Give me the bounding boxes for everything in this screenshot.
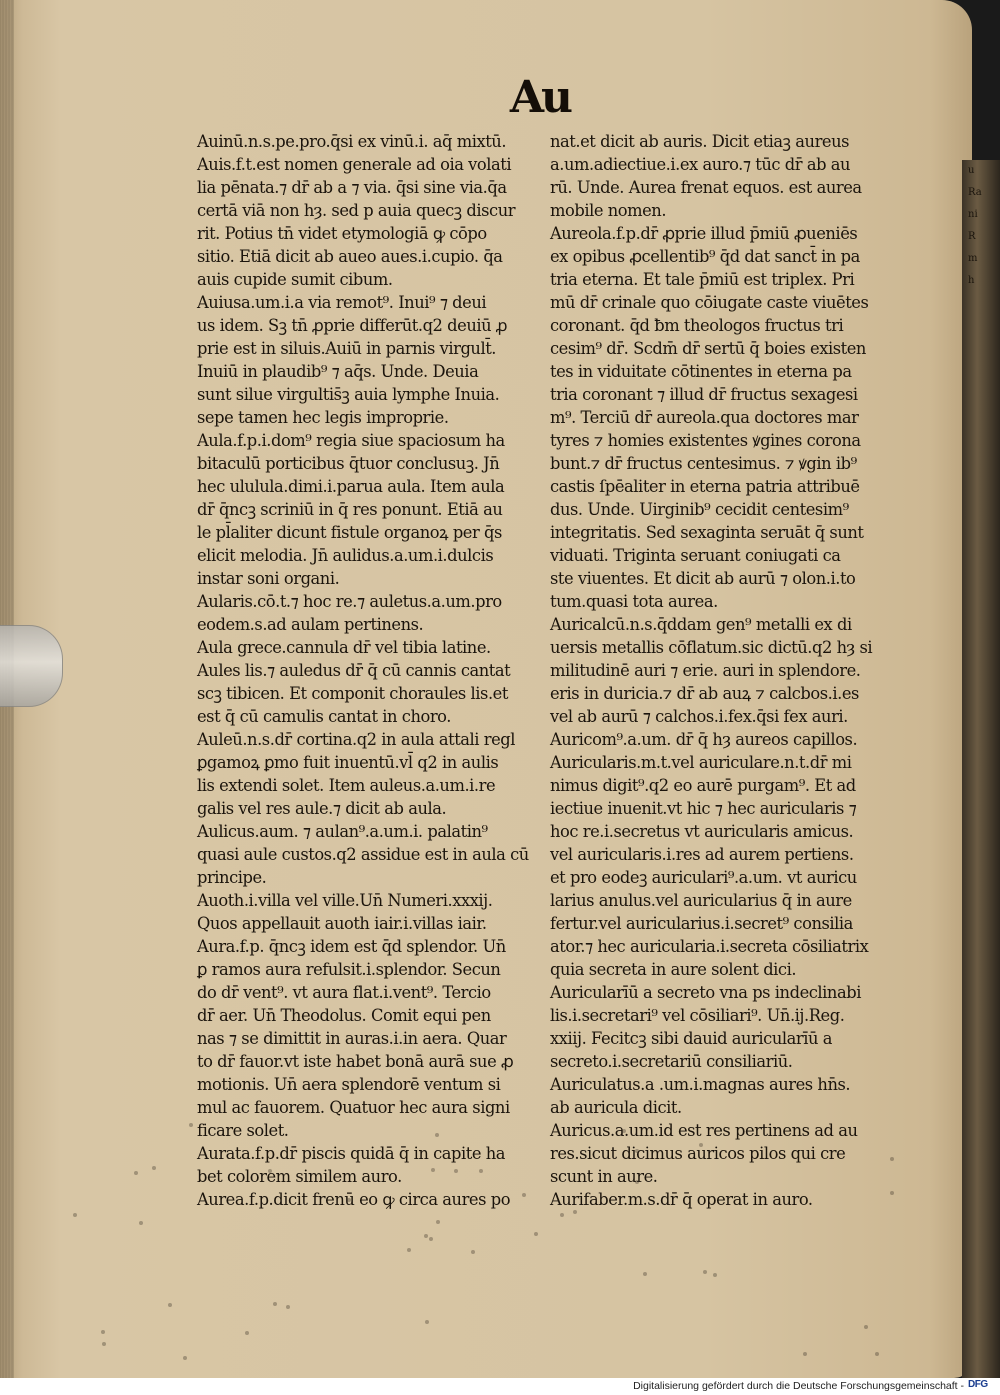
text-line: sitio. Etiā dicit ab aueo aues.i.cupio. q̄a [197,247,503,266]
text-column-left [197,130,542,1211]
paper-speckle [168,1303,172,1307]
paper-speckle [429,1237,433,1241]
text-line: do dr̄ vent⁹. vt aura flat.i.vent⁹. Tercio [197,983,491,1002]
paper-speckle [245,1331,249,1335]
text-line: eris in duricia.⁊ dr̄ ab auꝝ ⁊ calcbos.i.es [550,684,859,703]
text-line: le pl̄aliter dicunt fistule organoꝝ per q̄s [197,523,502,542]
paper-speckle [890,1191,894,1195]
text-line: Aurifaber.m.s.dr̄ q̄ operat in auro. [550,1190,813,1209]
paper-speckle [471,1250,475,1254]
text-line: Auricus.a.um.id est res pertinens ad au [550,1121,858,1140]
text-line: Auricalcū.n.s.q̄ddam gen⁹ metalli ex di [550,615,852,634]
text-line: Aularis.cō.t.⁊ hoc re.⁊ auletus.a.um.pro [197,592,502,611]
text-line: Auleū.n.s.dr̄ cortina.q2 in aula attali regl [197,730,516,749]
paper-speckle [622,1129,626,1133]
paper-speckle [573,1210,577,1214]
facing-page-text [968,160,998,360]
dfg-logo: DFG [968,1379,988,1390]
text-line: Auoth.i.villa vel ville.Un̄ Numeri.xxxij. [197,891,493,910]
text-line: ꝑgamoꝝ ꝑmo fuit inuentū.vl̄ q2 in aulis [197,753,499,772]
paper-speckle [435,1133,439,1137]
text-line: motionis. Un̄ aera splendorē ventum si [197,1075,501,1094]
facing-page-fragment: Ra [968,187,982,198]
paper-speckle [534,1232,538,1236]
text-line: nimus digit⁹.q2 eo aurē purgam⁹. Et ad [550,776,856,795]
text-line: est q̄ cū camulis cantat in choro. [197,707,451,726]
text-line: mū dr̄ crinale quo cōiugate caste viuētes [550,293,869,312]
paper-speckle [101,1330,105,1334]
paper-speckle [273,1302,277,1306]
text-line: bet colorem similem auro. [197,1167,402,1186]
text-line: lia pēnata.⁊ dr̄ ab a ⁊ via. q̄si sine via.q̄a [197,178,507,197]
text-line: rit. Potius tn̄ videt etymologiā ꝙ cōpo [197,224,487,243]
text-line: principe. [197,868,267,887]
text-line: Auriculatus.a .um.i.magnas aures hn̄s. [550,1075,851,1094]
paper-speckle [286,1305,290,1309]
text-line: sepe tamen hec legis improprie. [197,408,449,427]
facing-page-fragment: u [968,165,975,176]
text-line: et pro eodeꝫ auriculari⁹.a.um. vt auricu [550,868,857,887]
facing-page-fragment: m [968,253,978,264]
text-line: scunt in aure. [550,1167,658,1186]
text-line: res.sicut dicimus auricos pilos qui cre [550,1144,846,1163]
text-line: lis extendi solet. Item auleus.a.um.i.re [197,776,496,795]
paper-speckle [890,1157,894,1161]
text-line: nat.et dicit ab auris. Dicit etiaꝫ aureus [550,132,850,151]
paper-speckle [139,1221,143,1225]
paper-speckle [864,1325,868,1329]
text-line: ficare solet. [197,1121,289,1140]
paper-speckle [436,1220,440,1224]
paper-speckle [189,1123,193,1127]
text-line: rū. Unde. Aurea frenat equos. est aurea [550,178,862,197]
text-line: Auiusa.um.i.a via remot⁹. Inui⁹ ⁊ deui [197,293,487,312]
paper-speckle [479,1169,483,1173]
text-line: elicit melodia. Jn̄ aulidus.a.um.i.dulcis [197,546,494,565]
paper-speckle [183,1356,187,1360]
text-line: coronant. q̄d ƀm theologos fructus tri [550,316,844,335]
paper-speckle [73,1213,77,1217]
text-line: nas ⁊ se dimittit in auras.i.in aera. Quar [197,1029,507,1048]
text-line: Auricularis.m.t.vel auriculare.n.t.dr̄ mi [550,753,852,772]
paper-speckle [635,1180,639,1184]
paper-speckle [703,1270,707,1274]
text-line: bunt.⁊ dr̄ fructus centesimus. ⁊ ꝟgin ib⁹ [550,454,857,473]
text-line: hoc re.i.secretus vt auricularis amicus. [550,822,854,841]
text-line: us idem. Sꝫ tn̄ ꝓprie differūt.q2 deuiū ꝓ [197,316,508,335]
text-line: sunt silue virgultis̄ꝫ auia lymphe Inuia. [197,385,500,404]
text-line: galis vel res aule.⁊ dicit ab aula. [197,799,447,818]
text-line: mul ac fauorem. Quatuor hec aura signi [197,1098,510,1117]
text-line: ab auricula dicit. [550,1098,682,1117]
text-line: ator.⁊ hec auricularia.i.secreta cōsiliatrix [550,937,869,956]
text-line: secreto.i.secretariū consiliariū. [550,1052,793,1071]
text-line: prie est in siluis.Auiū in parnis virgult̄. [197,339,497,358]
text-line: auis cupide sumit cibum. [197,270,393,289]
facing-page-fragment: h [968,275,975,286]
paper-speckle [424,1234,428,1238]
paper-speckle [425,1320,429,1324]
text-line: Aula.f.p.i.dom⁹ regia siue spaciosum ha [197,431,505,450]
paper-speckle [102,1342,106,1346]
text-line: uersis metallis cōflatum.sic dictū.q2 hȝ si [550,638,873,657]
text-column-right [550,130,905,1211]
text-line: certā viā non hȝ. sed p auia quecꝫ discur [197,201,516,220]
paper-speckle [152,1166,156,1170]
text-line: tes in viduitate cōtinentes in eterna pa [550,362,852,381]
text-line: tum.quasi tota aurea. [550,592,718,611]
paper-speckle [407,1248,411,1252]
text-line: mobile nomen. [550,201,667,220]
text-line: vel auricularis.i.res ad aurem pertiens. [550,845,854,864]
text-line: Auinū.n.s.pe.pro.q̄si ex vinū.i. aq̄ mixtū. [197,132,507,151]
text-line: Auis.f.t.est nomen generale ad oia volati [197,155,512,174]
text-line: a.um.adiectiue.i.ex auro.⁊ tūc dr̄ ab au [550,155,851,174]
text-line: quasi aule custos.q2 assidue est in aula cū [197,845,529,864]
text-line: tria eterna. Et tale p̄miū est triplex. Pri [550,270,855,289]
text-line: iectiue inuenit.vt hic ⁊ hec auricularis ⁊ [550,799,857,818]
paper-speckle [522,1193,526,1197]
text-line: Aurea.f.p.dicit frenū eo ꝙ circa aures po [197,1190,511,1209]
text-line: castis ſpēaliter in eterna patria attribuē [550,477,860,496]
running-head: Au [509,72,571,123]
text-line: Quos appellauit auoth iair.i.villas iair. [197,914,487,933]
paper-speckle [454,1169,458,1173]
text-line: Auricularīū a secreto vna ps indeclinabi [550,983,861,1002]
text-line: viduati. Triginta seruant coniugati ca [550,546,841,565]
paper-speckle [713,1273,717,1277]
text-line: Aurata.f.p.dr̄ piscis quidā q̄ in capite ha [197,1144,506,1163]
text-line: dus. Unde. Uirginib⁹ cecidit centesim⁹ [550,500,849,519]
text-line: Aureola.f.p.dr̄ ꝓprie illud p̄miū ꝓueniēs [550,224,858,243]
text-line: tria coronant ⁊ illud dr̄ fructus sexagesi [550,385,858,404]
text-line: Aura.f.p. q̄ncꝫ idem est q̄d splendor. Un̄ [197,937,506,956]
paper-speckle [643,1272,647,1276]
digitization-credit: Digitalisierung gefördert durch die Deutsche Forschungsgemeinschaft - [633,1380,964,1392]
text-line: ste viuentes. Et dicit ab aurū ⁊ olon.i.to [550,569,856,588]
text-line: bitaculū porticibus q̄tuor conclusuꝫ. Jn̄ [197,454,500,473]
text-line: tyres ⁊ homies existentes ꝟgines corona [550,431,861,450]
text-line: integritatis. Sed sexaginta seruāt q̄ sunt [550,523,864,542]
text-line: militudinē auri ⁊ erie. auri in splendore. [550,661,861,680]
text-line: Aula grece.cannula dr̄ vel tibia latine. [197,638,491,657]
text-line: Auricom⁹.a.um. dr̄ q̄ hȝ aureos capillos. [550,730,858,749]
paper-speckle [268,1169,272,1173]
text-line: scꝫ tibicen. Et componit choraules lis.et [197,684,508,703]
ribbon-bookmark [0,625,63,707]
text-line: xxiij. Fecitcꝫ sibi dauid auricularīū a [550,1029,832,1048]
paper-speckle [635,1149,639,1153]
text-line: m⁹. Terciū dr̄ aureola.qua doctores mar [550,408,859,427]
paper-speckle [699,1143,703,1147]
paper-speckle [431,1168,435,1172]
text-line: vel ab aurū ⁊ calchos.i.fex.q̄si fex auri. [550,707,848,726]
text-line: ex opibus ꝓcellentib⁹ q̄d dat sanct̄ in pa [550,247,860,266]
paper-speckle [875,1352,879,1356]
text-line: cesim⁹ dr̄. Scdm̄ dr̄ sertū q̄ boies existen [550,339,866,358]
paper-speckle [347,1198,351,1202]
facing-page-fragment: R [968,231,976,242]
text-line: larius anulus.vel auricularius q̄ in aure [550,891,852,910]
text-line: lis.i.secretari⁹ vel cōsiliari⁹. Un̄.ij.Reg. [550,1006,845,1025]
text-line: eodem.s.ad aulam pertinens. [197,615,424,634]
paper-speckle [134,1171,138,1175]
text-line: Aulicus.aum. ⁊ aulan⁹.a.um.i. palatin⁹ [197,822,488,841]
text-line: dr̄ q̄ncꝫ scriniū in q̄ res ponunt. Etiā au [197,500,503,519]
text-line: Aules lis.⁊ auledus dr̄ q̄ cū cannis cantat [197,661,511,680]
paper-speckle [803,1352,807,1356]
text-line: instar soni organi. [197,569,340,588]
text-line: to dr̄ fauor.vt iste habet bonā aurā sue ꝓ [197,1052,514,1071]
paper-speckle [560,1213,564,1217]
facing-page-fragment: ni [968,209,978,220]
text-line: ꝑ ramos aura refulsit.i.splendor. Secun [197,960,501,979]
text-line: dr̄ aer. Un̄ Theodolus. Comit equi pen [197,1006,491,1025]
text-line: fertur.vel auricularius.i.secret⁹ consilia [550,914,853,933]
text-line: hec ululula.dimi.i.parua aula. Item aula [197,477,505,496]
text-line: Inuiū in plaudib⁹ ⁊ aq̄s. Unde. Deuia [197,362,479,381]
text-line: quia secreta in aure solent dici. [550,960,797,979]
